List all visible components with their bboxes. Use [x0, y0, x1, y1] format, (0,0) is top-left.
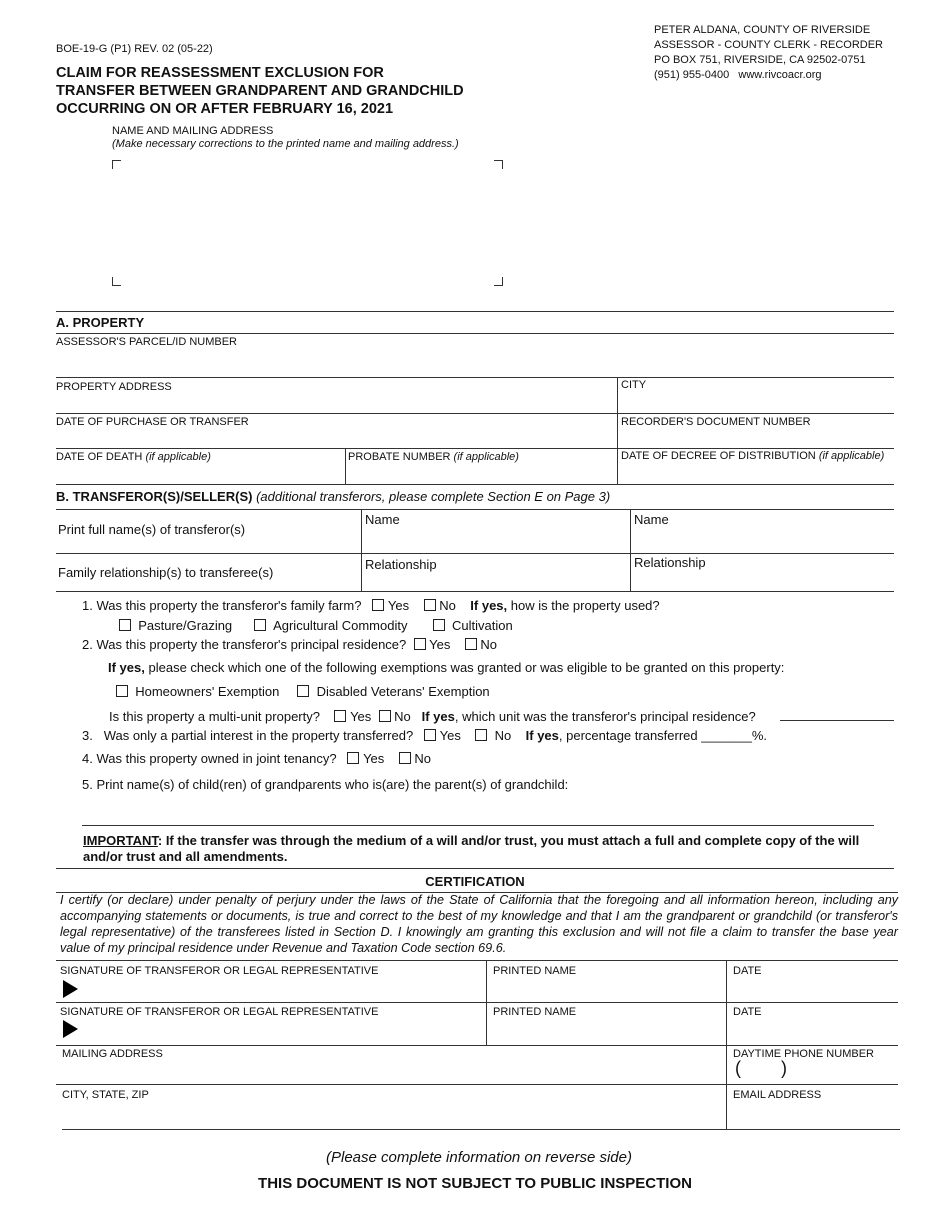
date-field-1[interactable] [733, 980, 893, 1000]
farm-use-options [119, 618, 513, 633]
q2-if-yes-tail: please check which one of the following exemptions was granted or was eligible to be granted on this property: [148, 660, 785, 675]
signature-label-2: SIGNATURE OF TRANSFEROR OR LEGAL REPRESENTATIVE [60, 1006, 379, 1018]
phone-field[interactable]: ( ) [735, 1058, 787, 1078]
decree-field[interactable] [621, 466, 891, 482]
q3-tail: , percentage transferred _______%. [558, 728, 768, 743]
q4-no-label: No [414, 751, 431, 766]
sign-here-arrow-icon [63, 1020, 78, 1038]
mailing-address-input[interactable] [62, 1062, 722, 1082]
mailing-address-label: MAILING ADDRESS [62, 1048, 163, 1060]
agency-line2: ASSESSOR - COUNTY CLERK - RECORDER [654, 39, 884, 51]
agri-checkbox[interactable] [254, 619, 266, 631]
address-corner-br [494, 277, 503, 286]
address-corner-bl [112, 277, 121, 286]
question-3-text: Was only a partial interest in the property transferred? [103, 728, 414, 743]
purchase-date-label: DATE OF PURCHASE OR TRANSFER [56, 416, 249, 428]
q2-yes-label: Yes [429, 637, 451, 652]
relationship-field-2[interactable] [634, 571, 892, 589]
important-text: : If the transfer was through the medium of a will and/or trust, you must attach a full and complete copy of the will and/or trust and all amendments. [83, 833, 860, 864]
death-date-field[interactable] [56, 466, 342, 482]
q5-answer-field[interactable] [82, 800, 874, 824]
multiunit-text: Is this property a multi-unit property? [109, 709, 320, 724]
form-title-line2: TRANSFER BETWEEN GRANDPARENT AND GRANDCHILD [56, 83, 464, 99]
q3-if-yes: If yes [525, 728, 559, 743]
city-state-zip-field[interactable] [62, 1104, 722, 1126]
q1-tail: how is the property used? [510, 598, 660, 613]
multiunit-yes-label: Yes [350, 709, 372, 724]
transferor-name-field-1[interactable] [365, 528, 627, 550]
death-date-label [56, 451, 211, 463]
q1-no-label: No [439, 598, 456, 613]
address-label: NAME AND MAILING ADDRESS [112, 125, 274, 137]
question-1 [82, 598, 660, 613]
death-date-note: (if applicable) [145, 451, 211, 463]
address-corner-tr [494, 160, 503, 169]
agency-line3: PO BOX 751, RIVERSIDE, CA 92502-0751 [654, 54, 866, 66]
important-note [83, 833, 883, 865]
phone-label: DAYTIME PHONE NUMBER [733, 1048, 874, 1060]
agency-phone: (951) 955-0400 [654, 69, 730, 81]
question-4 [82, 751, 431, 766]
multiunit-answer-line[interactable] [780, 720, 894, 721]
signature-field-1[interactable] [82, 980, 482, 1000]
probate-note: (if applicable) [453, 451, 519, 463]
q1-no-checkbox[interactable] [424, 599, 436, 611]
pasture-checkbox[interactable] [119, 619, 131, 631]
parcel-field[interactable] [56, 350, 894, 376]
q4-yes-checkbox[interactable] [347, 752, 359, 764]
purchase-date-field[interactable] [56, 430, 614, 447]
q1-yes-label: Yes [387, 598, 410, 613]
q2-if-yes: If yes, [108, 660, 145, 675]
question-2-text: 2. Was this property the transferor's principal residence? [82, 637, 407, 652]
homeowners-checkbox[interactable] [116, 685, 128, 697]
q2-no-label: No [480, 637, 498, 652]
q1-yes-checkbox[interactable] [372, 599, 384, 611]
public-inspection-notice: THIS DOCUMENT IS NOT SUBJECT TO PUBLIC INSPECTION [258, 1175, 692, 1192]
name-label-2: Name [634, 512, 669, 527]
section-b-note: (additional transferors, please complete Section E on Page 3) [256, 489, 611, 504]
important-label: IMPORTANT [83, 833, 158, 848]
printed-name-label-2: PRINTED NAME [493, 1006, 577, 1018]
q1-if-yes: If yes, [470, 598, 508, 613]
property-address-label: PROPERTY ADDRESS [56, 381, 172, 393]
relationship-label-1: Relationship [365, 557, 437, 572]
printed-name-label-1: PRINTED NAME [493, 965, 577, 977]
city-field[interactable] [621, 393, 891, 412]
question-4-text: 4. Was this property owned in joint tenancy? [82, 751, 337, 766]
date-label-1: DATE [733, 965, 762, 977]
agency-line1: PETER ALDANA, COUNTY OF RIVERSIDE [654, 24, 871, 36]
multiunit-if-yes: If yes [421, 709, 455, 724]
q3-no-checkbox[interactable] [475, 729, 487, 741]
transferor-name-label: Print full name(s) of transferor(s) [58, 522, 246, 537]
q2-if-yes-line [108, 660, 784, 675]
agri-label: Agricultural Commodity [273, 618, 408, 633]
multiunit-yes-checkbox[interactable] [334, 710, 346, 722]
name-label-1: Name [365, 512, 400, 527]
certification-heading: CERTIFICATION [425, 874, 525, 889]
recorder-doc-label: RECORDER'S DOCUMENT NUMBER [621, 416, 811, 428]
q2-no-checkbox[interactable] [465, 638, 477, 650]
veterans-label: Disabled Veterans' Exemption [316, 684, 490, 699]
question-1-text: 1. Was this property the transferor's family farm? [82, 598, 362, 613]
q3-yes-label: Yes [439, 728, 461, 743]
agency-contact [654, 68, 883, 83]
email-field[interactable] [733, 1104, 893, 1126]
section-b-title: B. TRANSFEROR(S)/SELLER(S) [56, 489, 253, 504]
q2-yes-checkbox[interactable] [414, 638, 426, 650]
date-label-2: DATE [733, 1006, 762, 1018]
mailing-address-field[interactable] [120, 170, 490, 275]
q4-yes-label: Yes [363, 751, 385, 766]
relationship-field-1[interactable] [365, 573, 627, 589]
q3-no-label: No [494, 728, 512, 743]
multiunit-tail: , which unit was the transferor's principal residence? [454, 709, 756, 724]
certification-text: I certify (or declare) under penalty of perjury under the laws of the State of California that the foregoing and all information hereon, including any accompanying statements or documents, is true and correct to the best of my knowledge and that I am the grandparent or grandchild (or transferor's legal representative) of the transferees listed in Section D. I knowingly am granting this exclusion and will not file a claim to transfer the base year value of my principal residence under Revenue and Taxation Code section 69.6. [60, 893, 898, 955]
signature-field-2[interactable] [82, 1020, 482, 1042]
city-label: CITY [621, 379, 647, 391]
form-title-line1: CLAIM FOR REASSESSMENT EXCLUSION FOR [56, 65, 384, 81]
probate-field[interactable] [348, 466, 614, 482]
multiunit-no-label: No [394, 709, 411, 724]
q3-yes-checkbox[interactable] [424, 729, 436, 741]
pasture-label: Pasture/Grazing [138, 618, 233, 633]
multiunit-line [109, 709, 756, 724]
reverse-side-note: (Please complete information on reverse side) [326, 1149, 632, 1166]
decree-label [621, 450, 884, 462]
q3-number: 3. [82, 728, 93, 743]
printed-name-field-1[interactable] [493, 980, 721, 1000]
probate-text: PROBATE NUMBER [348, 451, 451, 463]
relationship-label-2: Relationship [634, 555, 706, 570]
form-title-line3: OCCURRING ON OR AFTER FEBRUARY 16, 2021 [56, 101, 394, 117]
signature-label-1: SIGNATURE OF TRANSFEROR OR LEGAL REPRESENTATIVE [60, 965, 379, 977]
decree-text: DATE OF DECREE OF DISTRIBUTION [621, 450, 816, 462]
question-3 [82, 728, 767, 743]
address-note: (Make necessary corrections to the printed name and mailing address.) [112, 138, 459, 150]
agency-block [654, 23, 883, 83]
cultivation-label: Cultivation [451, 618, 513, 633]
date-field-2[interactable] [733, 1020, 893, 1042]
form-title [56, 64, 464, 118]
question-2 [82, 637, 497, 652]
exemption-options [116, 684, 490, 699]
recorder-doc-field[interactable] [621, 430, 891, 447]
email-label: EMAIL ADDRESS [733, 1089, 822, 1101]
relationship-row-label: Family relationship(s) to transferee(s) [58, 565, 274, 580]
agency-web[interactable]: www.rivcoacr.org [738, 69, 822, 81]
homeowners-label: Homeowners' Exemption [135, 684, 280, 699]
sign-here-arrow-icon [63, 980, 78, 998]
veterans-checkbox[interactable] [297, 685, 309, 697]
multiunit-no-checkbox[interactable] [379, 710, 391, 722]
cultivation-checkbox[interactable] [433, 619, 445, 631]
printed-name-field-2[interactable] [493, 1020, 721, 1042]
death-date-text: DATE OF DEATH [56, 451, 143, 463]
question-5: 5. Print name(s) of child(ren) of grandparents who is(are) the parent(s) of grandchild: [82, 777, 569, 792]
form-code: BOE-19-G (P1) REV. 02 (05-22) [56, 43, 213, 55]
address-corner-tl [112, 160, 121, 169]
section-b-heading [56, 489, 610, 504]
transferor-name-field-2[interactable] [634, 528, 892, 550]
section-a-heading: A. PROPERTY [56, 315, 145, 330]
city-state-zip-label: CITY, STATE, ZIP [62, 1089, 149, 1101]
decree-note: (if applicable) [818, 450, 885, 462]
parcel-label: ASSESSOR'S PARCEL/ID NUMBER [56, 336, 237, 348]
probate-label [348, 451, 519, 463]
q4-no-checkbox[interactable] [399, 752, 411, 764]
property-address-field[interactable] [56, 395, 614, 412]
